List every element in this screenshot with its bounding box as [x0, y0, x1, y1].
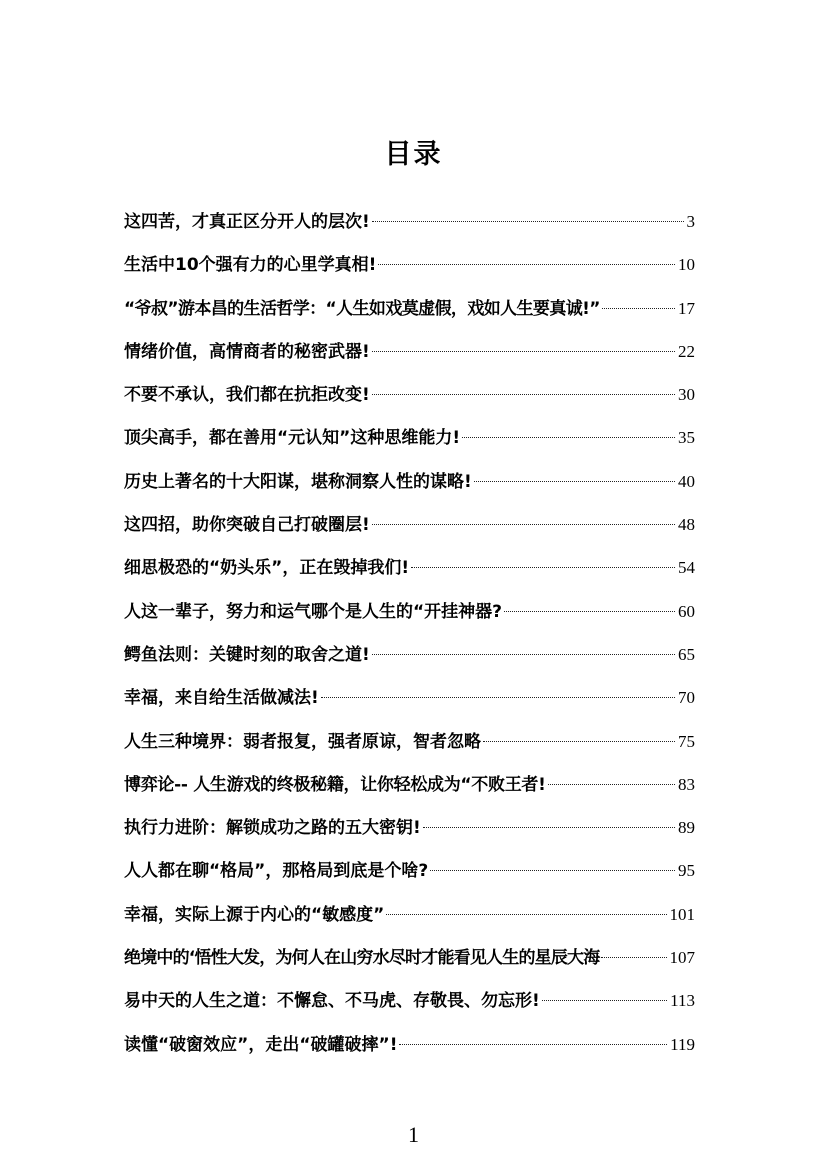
toc-dot-leader: [483, 741, 675, 742]
toc-dot-leader: [372, 351, 675, 352]
toc-dot-leader: [462, 437, 675, 438]
toc-entry[interactable]: [124, 330, 695, 373]
toc-entry[interactable]: [124, 936, 695, 979]
toc-entry[interactable]: [124, 460, 695, 503]
toc-entry-page: 95: [678, 861, 695, 881]
toc-entry[interactable]: [124, 373, 695, 416]
toc-entry-page: 54: [678, 558, 695, 578]
toc-dot-leader: [399, 1044, 667, 1045]
toc-dot-leader: [601, 957, 666, 958]
toc-entry-title: “爷叔”游本昌的生活哲学：“人生如戏莫虚假，戏如人生要真诚!”: [124, 298, 600, 319]
toc-entry-page: 35: [678, 428, 695, 448]
toc-dot-leader: [378, 264, 675, 265]
toc-entry[interactable]: [124, 720, 695, 763]
toc-dot-leader: [504, 611, 675, 612]
toc-entry-page: 65: [678, 644, 695, 664]
toc-entry[interactable]: [124, 633, 695, 676]
toc-entry-page: 107: [669, 948, 695, 968]
toc-entry-title: 博弈论-- 人生游戏的终极秘籍，让你轻松成为“不败王者!: [124, 774, 546, 795]
toc-entry-page: 30: [678, 385, 695, 405]
toc-entry-title: 绝境中的‘悟性大发，为何人在山穷水尽时才能看见人生的星辰大海: [124, 948, 600, 969]
toc-entry-page: 119: [670, 1034, 695, 1054]
toc-entry-page: 70: [678, 688, 695, 708]
toc-entry-page: 40: [678, 471, 695, 491]
toc-entry[interactable]: [124, 763, 695, 806]
toc-entry-title: 顶尖高手，都在善用“元认知”这种思维能力!: [124, 428, 461, 449]
toc-entry-title: 情绪价值，高情商者的秘密武器!: [124, 341, 370, 362]
toc-entry-page: 83: [678, 774, 695, 794]
toc-entry[interactable]: [124, 806, 695, 849]
toc-entry-title: 人人都在聊“格局”，那格局到底是个啥?: [124, 861, 429, 882]
toc-entry-page: 89: [678, 818, 695, 838]
toc-dot-leader: [411, 567, 675, 568]
toc-entry-page: 3: [686, 212, 695, 231]
toc-dot-leader: [474, 481, 675, 482]
toc-dot-leader: [372, 221, 684, 222]
toc-dot-leader: [423, 827, 675, 828]
toc-entry[interactable]: [124, 1023, 695, 1066]
toc-entry-title: 人生三种境界：弱者报复，强者原谅，智者忽略: [124, 731, 481, 752]
toc-entry[interactable]: [124, 287, 695, 330]
toc-entry[interactable]: [124, 546, 695, 589]
toc-entry-title: 历史上著名的十大阳谋，堪称洞察人性的谋略!: [124, 471, 472, 492]
toc-dot-leader: [321, 697, 675, 698]
toc-entry-title: 这四苦，才真正区分开人的层次!: [124, 212, 370, 232]
toc-dot-leader: [542, 1000, 667, 1001]
page-title: 目录: [384, 139, 443, 170]
toc-dot-leader: [372, 394, 675, 395]
toc-entry-page: 22: [678, 341, 695, 361]
toc-entry-page: 60: [678, 601, 695, 621]
table-of-contents: [124, 200, 695, 1066]
toc-entry-title: 人这一辈子，努力和运气哪个是人生的“开挂神器?: [124, 601, 503, 622]
toc-entry-title: 生活中10个强有力的心里学真相!: [124, 255, 377, 276]
toc-entry-title: 鳄鱼法则：关键时刻的取舍之道!: [124, 644, 370, 665]
toc-entry-title: 细思极恐的“奶头乐”，正在毁掉我们!: [124, 558, 410, 579]
toc-entry-page: 101: [669, 904, 695, 924]
toc-entry-title: 幸福，实际上源于内心的“敏感度”: [124, 904, 385, 925]
toc-entry[interactable]: [124, 243, 695, 286]
toc-dot-leader: [372, 524, 675, 525]
toc-entry[interactable]: [124, 676, 695, 719]
toc-entry[interactable]: [124, 979, 695, 1022]
toc-entry[interactable]: [124, 416, 695, 459]
toc-entry[interactable]: [124, 503, 695, 546]
toc-entry-title: 读懂“破窗效应”，走出“破罐破摔”!: [124, 1034, 398, 1055]
toc-entry-page: 17: [678, 298, 695, 318]
toc-entry[interactable]: [124, 849, 695, 892]
toc-entry-title: 执行力进阶：解锁成功之路的五大密钥!: [124, 818, 421, 839]
toc-dot-leader: [372, 654, 675, 655]
toc-entry[interactable]: [124, 893, 695, 936]
toc-entry-page: 113: [670, 991, 695, 1011]
toc-entry-title: 幸福，来自给生活做减法!: [124, 688, 319, 709]
toc-entry-title: 这四招，助你突破自己打破圈层!: [124, 515, 370, 536]
toc-entry-title: 不要不承认，我们都在抗拒改变!: [124, 385, 370, 406]
toc-entry-page: 75: [678, 731, 695, 751]
toc-dot-leader: [548, 784, 675, 785]
toc-dot-leader: [430, 870, 675, 871]
toc-dot-leader: [386, 914, 666, 915]
toc-entry-page: 48: [678, 515, 695, 535]
page-number: 1: [408, 1122, 419, 1147]
toc-dot-leader: [602, 308, 675, 309]
toc-entry[interactable]: [124, 200, 695, 243]
toc-entry-page: 10: [678, 255, 695, 275]
toc-entry[interactable]: [124, 590, 695, 633]
toc-entry-title: 易中天的人生之道：不懈怠、不马虎、存敬畏、勿忘形!: [124, 991, 540, 1012]
